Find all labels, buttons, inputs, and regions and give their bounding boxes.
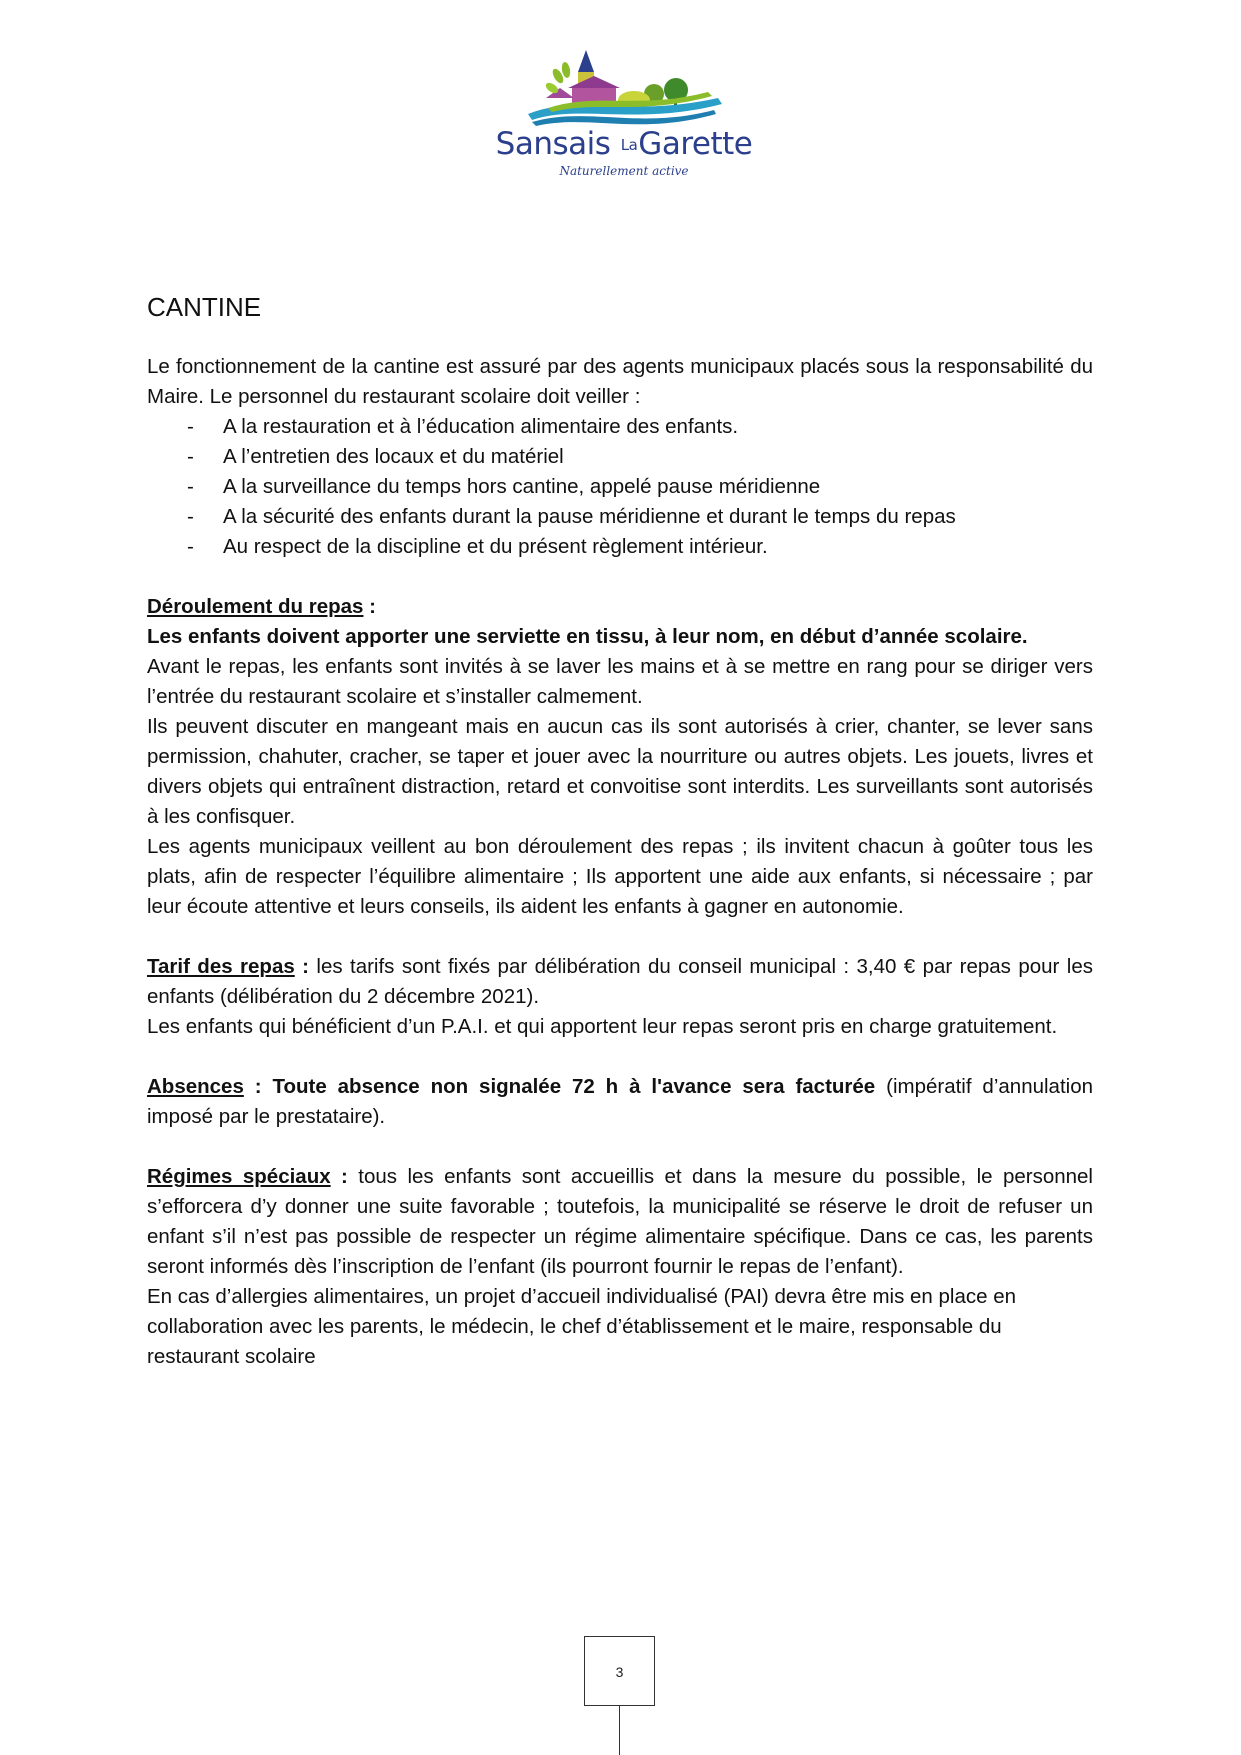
intro-paragraph: Le fonctionnement de la cantine est assuré par des agents municipaux placés sous la responsabilité du Maire. Le personnel du restaurant scolaire doit veiller :	[147, 355, 1093, 408]
deroulement-heading: Déroulement du repas :	[147, 595, 376, 618]
list-item: - A la restauration et à l’éducation alimentaire des enfants.	[147, 412, 1093, 442]
page-number-connector-line	[619, 1706, 620, 1755]
tarif-paragraph: Tarif des repas : les tarifs sont fixés par délibération du conseil municipal : 3,40 € par repas pour les enfants (délibération du 2 décembre 2021).	[147, 955, 1093, 1008]
page-number: 3	[584, 1636, 655, 1706]
list-item: - Au respect de la discipline et du présent règlement intérieur.	[147, 532, 1093, 562]
paragraph: Les agents municipaux veillent au bon déroulement des repas ; ils invitent chacun à goûter tous les plats, afin de respecter l’équilibre alimentaire ; Ils apportent une aide aux enfants, si nécessaire ; par leur écoute attentive et leurs conseils, ils aident les enfants à gagner en autonomie.	[147, 835, 1093, 918]
allergies-paragraph: En cas d’allergies alimentaires, un projet d’accueil individualisé (PAI) devra être mis en place en collaboration avec les parents, le médecin, le chef d’établissement et le maire, responsable du restaurant scolaire	[147, 1285, 1017, 1368]
list-item: - A la surveillance du temps hors cantine, appelé pause méridienne	[147, 472, 1093, 502]
municipality-logo	[494, 48, 754, 188]
pai-paragraph: Les enfants qui bénéficient d’un P.A.I. et qui apportent leur repas seront pris en charge gratuitement.	[147, 1015, 1058, 1038]
village-landscape-logo-graphic	[508, 48, 740, 128]
list-item: - A l’entretien des locaux et du matériel	[147, 442, 1093, 472]
paragraph: Ils peuvent discuter en mangeant mais en aucun cas ils sont autorisés à crier, chanter, se lever sans permission, chahuter, cracher, se taper et jouer avec la nourriture ou autres objets. Les jouets, livres et divers objets qui entraînent distraction, retard et convoitise sont interdits. Les surveillants sont autorisés à les confisquer.	[147, 715, 1093, 828]
document-body	[147, 292, 1093, 1372]
logo-tagline: Naturellement active	[559, 164, 689, 178]
logo-wordmark: Sansais LaGarette	[495, 126, 753, 162]
absences-paragraph: Absences : Toute absence non signalée 72 h à l'avance sera facturée (impératif d’annulation imposé par le prestataire).	[147, 1075, 1094, 1128]
napkin-note: Les enfants doivent apporter une serviette en tissu, à leur nom, en début d’année scolaire.	[147, 625, 1028, 648]
duties-list	[147, 412, 1093, 562]
list-item: - A la sécurité des enfants durant la pause méridienne et durant le temps du repas	[147, 502, 1093, 532]
regimes-paragraph: Régimes spéciaux : tous les enfants sont accueillis et dans la mesure du possible, le personnel s’efforcera d’y donner une suite favorable ; toutefois, la municipalité se réserve le droit de refuser un enfant s’il n’est pas possible de respecter un régime alimentaire spécifique. Dans ce cas, les parents seront informés dès l’inscription de l’enfant (ils pourront fournir le repas de l’enfant).	[147, 1165, 1093, 1278]
paragraph: Avant le repas, les enfants sont invités à se laver les mains et à se mettre en rang pour se diriger vers l’entrée du restaurant scolaire et s’installer calmement.	[147, 655, 1093, 708]
section-heading: CANTINE	[147, 292, 262, 322]
